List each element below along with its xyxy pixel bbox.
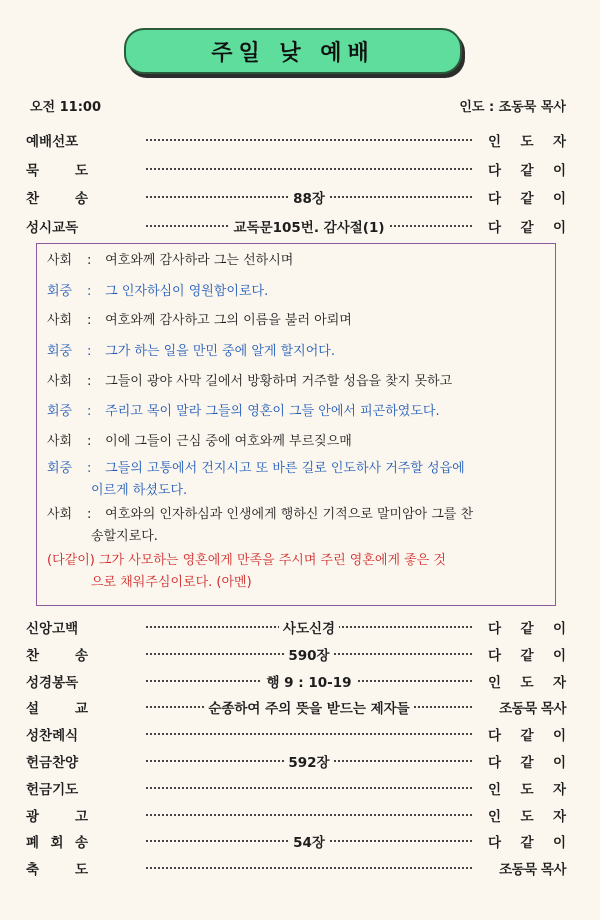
reading-colon: :: [87, 253, 92, 268]
order-participant-part: 이: [552, 755, 566, 771]
reading-line: [47, 371, 545, 393]
order-label-part: 축: [26, 862, 40, 879]
order-participant-part: 인: [488, 674, 502, 691]
order-detail: [146, 644, 472, 664]
order-label: 예배선포: [26, 134, 79, 150]
leader-dots: [146, 133, 472, 141]
order-detail: [146, 751, 472, 771]
order-participant-part: 이: [552, 728, 566, 745]
order-participant: [488, 130, 566, 150]
order-row: [0, 668, 600, 692]
reading-line: [47, 401, 545, 423]
order-participant-part: 다: [488, 162, 502, 179]
reading-speaker: 사회: [47, 374, 73, 389]
order-label: [26, 697, 88, 717]
order-participant: [488, 778, 566, 798]
order-label: [26, 831, 88, 851]
order-participant-part: 자: [552, 781, 566, 798]
reading-text: 이에 그들이 근심 중에 여호와께 부르짖으매: [101, 434, 352, 449]
order-row: [0, 694, 600, 718]
order-label: 성시교독: [26, 219, 79, 236]
reading-colon: :: [87, 434, 92, 449]
order-label-part: 회: [50, 835, 64, 852]
order-participant-part: 이: [552, 162, 566, 179]
reading-colon: :: [87, 284, 92, 299]
reading-speaker: 회중: [47, 284, 73, 299]
reading-line: [47, 281, 545, 303]
order-participant-part: 같: [520, 647, 534, 664]
order-participant-part: 다: [488, 191, 502, 207]
order-detail-text: 순종하여 주의 뜻을 받드는 제자들: [204, 701, 413, 717]
order-detail-text: 행 9 : 10-19: [262, 675, 355, 691]
order-participant-part: 이: [552, 647, 566, 664]
order-label-part: 도: [74, 162, 88, 179]
leader-dots: [146, 861, 472, 869]
order-participant-part: 같: [520, 835, 534, 852]
order-participant-part: 다: [488, 835, 502, 852]
order-participant-part: 자: [552, 808, 566, 825]
leader-dots: [146, 727, 472, 735]
order-participant-part: 같: [520, 621, 534, 637]
order-participant-part: 자: [552, 134, 566, 150]
order-row: [0, 614, 600, 638]
order-participant: [488, 805, 566, 825]
order-row: [0, 775, 600, 799]
order-label: [26, 644, 88, 664]
reading-colon: :: [87, 507, 92, 522]
order-participant: 조동묵 목사: [499, 862, 566, 879]
order-participant-part: 도: [520, 808, 534, 825]
order-participant-part: 이: [552, 219, 566, 236]
reading-speaker: 사회: [47, 313, 73, 328]
order-row: [0, 802, 600, 826]
order-participant-part: 다: [488, 621, 502, 637]
reading-text: 여호와께 감사하고 그의 이름을 불러 아뢰며: [101, 313, 352, 328]
reading-colon: :: [87, 374, 92, 389]
service-leader: 인도 : 조동묵 목사: [459, 100, 566, 115]
order-participant-part: 인: [488, 134, 502, 150]
order-label: [26, 805, 88, 825]
order-participant-part: 이: [552, 621, 566, 637]
reading-text: 그들의 고통에서 건지시고 또 바른 길로 인도하사 거주할 성읍에: [101, 461, 465, 476]
order-detail-text: 88장: [289, 191, 329, 207]
order-row: [0, 184, 600, 208]
order-label-part: 찬: [26, 191, 40, 207]
order-participant-part: 다: [488, 647, 502, 664]
service-time: 오전 11:00: [30, 100, 102, 115]
order-participant-part: 이: [552, 835, 566, 852]
order-label-part: 교: [74, 701, 88, 718]
order-participant-part: 다: [488, 728, 502, 745]
reading-speaker: 사회: [47, 507, 73, 522]
reading-speaker: 회중: [47, 344, 73, 359]
order-detail-text: 교독문105번. 감사절(1): [229, 220, 388, 236]
reading-colon: :: [87, 461, 92, 476]
reading-speaker: 사회: [47, 253, 73, 268]
reading-line: [47, 458, 545, 502]
order-label-part: 도: [74, 862, 88, 879]
order-detail-text: 590장: [284, 648, 333, 664]
reading-speaker: 회중: [47, 404, 73, 419]
order-row: [0, 721, 600, 745]
order-row: [0, 855, 600, 879]
order-participant-part: 다: [488, 755, 502, 771]
reading-line: [47, 504, 545, 548]
order-label-part: 고: [74, 808, 88, 825]
order-participant-part: 같: [520, 162, 534, 179]
reading-text: 여호와께 감사하라 그는 선하시며: [101, 253, 294, 268]
order-participant: 조동묵 목사: [499, 701, 566, 718]
order-row: [0, 156, 600, 180]
order-participant-part: 도: [520, 134, 534, 150]
order-label-part: 묵: [26, 162, 40, 179]
reading-colon: :: [87, 404, 92, 419]
order-label-part: 폐: [26, 835, 40, 852]
order-participant-part: 다: [488, 219, 502, 236]
order-detail-text: 592장: [284, 755, 333, 771]
order-detail-text: 54장: [289, 835, 329, 851]
order-participant-part: 같: [520, 219, 534, 236]
leader-dots: [146, 162, 472, 170]
order-participant: [488, 216, 566, 236]
order-detail: [146, 617, 472, 637]
order-participant-part: 이: [552, 191, 566, 207]
reading-continuation: 으로 채워주심이로다. (아멘): [91, 575, 252, 590]
order-detail-text: 사도신경: [279, 621, 339, 637]
leader-dots: [146, 781, 472, 789]
order-participant: [488, 831, 566, 851]
reading-speaker: 회중: [47, 461, 73, 476]
order-participant-part: 도: [520, 674, 534, 691]
reading-line: [47, 310, 545, 332]
order-detail: [146, 187, 472, 207]
order-participant: [488, 617, 566, 637]
order-label: 성경봉독: [26, 674, 79, 691]
order-row: [0, 748, 600, 772]
order-row: [0, 127, 600, 151]
order-participant: [488, 751, 566, 771]
reading-text: 그들이 광야 사막 길에서 방황하며 거주할 성읍을 찾지 못하고: [101, 374, 453, 389]
order-label: [26, 159, 88, 179]
order-participant: [488, 187, 566, 207]
reading-speaker: (다같이): [47, 553, 95, 568]
order-label-part: 송: [74, 835, 88, 852]
order-label: [26, 187, 88, 207]
order-participant-part: 자: [552, 674, 566, 691]
order-label: 헌금기도: [26, 781, 79, 798]
order-participant-part: 같: [520, 191, 534, 207]
order-label-part: 설: [26, 701, 40, 718]
reading-continuation: 이르게 하셨도다.: [91, 483, 188, 498]
order-label: 신앙고백: [26, 621, 79, 637]
order-label: [26, 858, 88, 878]
order-row: [0, 828, 600, 852]
responsive-reading-box: [36, 243, 556, 606]
order-participant: [488, 159, 566, 179]
reading-speaker: 사회: [47, 434, 73, 449]
reading-line: [47, 250, 545, 272]
leader-dots: [146, 808, 472, 816]
reading-text: 그가 사모하는 영혼에게 만족을 주시며 주린 영혼에게 좋은 것: [94, 553, 446, 568]
order-participant-part: 같: [520, 755, 534, 771]
order-participant-part: 도: [520, 781, 534, 798]
order-detail: [146, 671, 472, 691]
reading-text: 여호와의 인자하심과 인생에게 행하신 기적으로 말미암아 그를 찬: [101, 507, 474, 522]
reading-continuation: 송할지로다.: [91, 529, 158, 544]
order-label: 성찬례식: [26, 728, 79, 745]
reading-line: [47, 550, 545, 594]
title-box: [124, 28, 462, 74]
order-participant: [488, 671, 566, 691]
reading-text: 그가 하는 일을 만민 중에 알게 할지어다.: [101, 344, 335, 359]
order-label-part: 광: [26, 808, 40, 825]
order-detail: [146, 831, 472, 851]
order-participant: [488, 724, 566, 744]
order-label: 헌금찬양: [26, 755, 79, 771]
order-participant: [488, 644, 566, 664]
order-detail: [146, 697, 472, 717]
reading-line: [47, 431, 545, 453]
reading-text: 주리고 목이 말라 그들의 영혼이 그들 안에서 피곤하였도다.: [101, 404, 440, 419]
order-participant-part: 같: [520, 728, 534, 745]
reading-colon: :: [87, 313, 92, 328]
reading-colon: :: [87, 344, 92, 359]
order-row: [0, 213, 600, 237]
order-participant-part: 인: [488, 781, 502, 798]
order-participant-part: 인: [488, 808, 502, 825]
order-label-part: 송: [74, 647, 88, 664]
order-detail: [146, 216, 472, 236]
order-row: [0, 641, 600, 665]
page-title: 주일 낮 예배: [211, 40, 375, 66]
reading-text: 그 인자하심이 영원함이로다.: [101, 284, 269, 299]
reading-line: [47, 341, 545, 363]
order-label-part: 송: [74, 191, 88, 207]
order-label-part: 찬: [26, 647, 40, 664]
